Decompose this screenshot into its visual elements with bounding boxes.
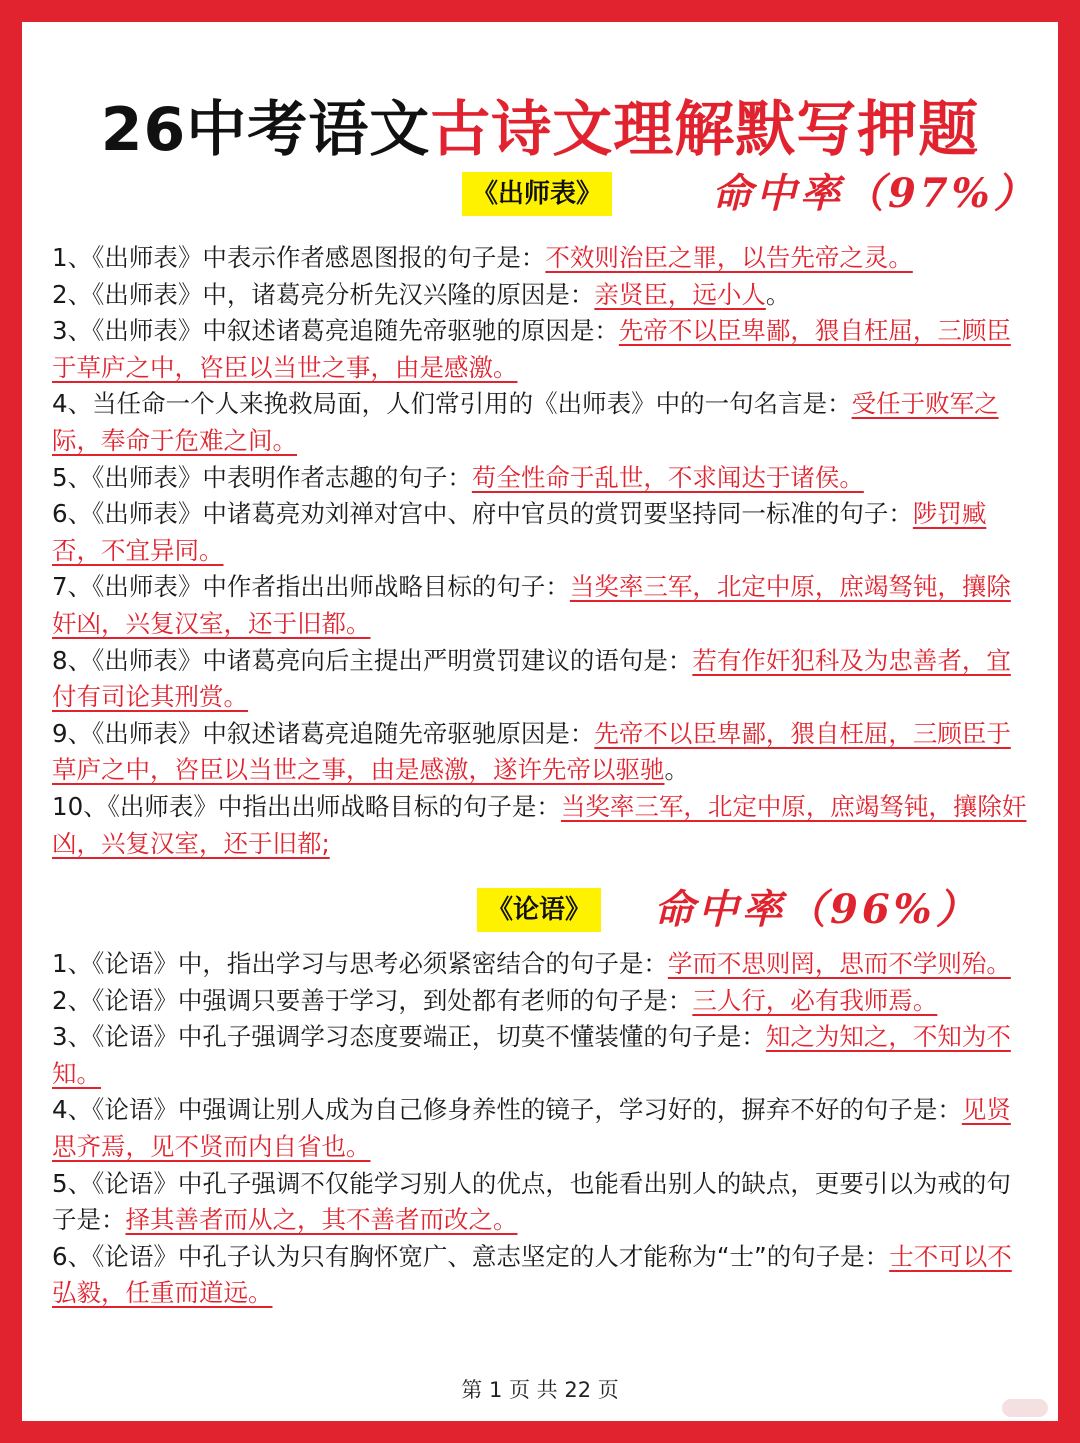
watermark-badge: [1002, 1399, 1048, 1417]
section-label: 《出师表》: [462, 172, 612, 216]
list-item: 10、《出师表》中指出出师战略目标的句子是：当奖率三军，北定中原，庶竭驽钝，攘除奸凶，兴复汉室，还于旧都;: [52, 791, 1027, 858]
title-red-part: 古诗文理解默写押题: [430, 95, 980, 165]
title-black-part: 26中考语文: [100, 95, 431, 165]
list-item: 4、当任命一个人来挽救局面，人们常引用的《出师表》中的一句名言是：受任于败军之际，奉命于危难之间。: [52, 389, 999, 455]
answer-text: 亲贤臣，远小人: [594, 279, 766, 309]
list-item: 3、《出师表》中叙述诸葛亮追随先帝驱驰的原因是：先帝不以臣卑鄙，猥自枉屈，三顾臣于草庐之中，咨臣以当世之事，由是感激。: [52, 316, 1011, 382]
list-item: 6、《出师表》中诸葛亮劝刘禅对宫中、府中官员的赏罚要坚持同一标准的句子：陟罚臧否，不宜异同。: [52, 499, 987, 565]
answer-text: 先帝不以臣卑鄙，猥自枉屈，三顾臣于草庐之中，咨臣以当世之事，由是感激。: [52, 316, 1011, 382]
section-header-lunyu: [22, 884, 1058, 936]
page-title: [22, 92, 1058, 168]
list-item: 5、《论语》中孔子强调不仅能学习别人的优点，也能看出别人的缺点，更要引以为戒的句子是：择其善者而从之，其不善者而改之。: [52, 1168, 1011, 1235]
hit-rate: 命中率（97%）: [712, 170, 1038, 217]
answer-text: 当奖率三军，北定中原，庶竭驽钝，攘除奸凶，兴复汉室，还于旧都。: [52, 572, 1011, 638]
answer-text: 若有作奸犯科及为忠善者，宜付有司论其刑赏。: [52, 645, 1011, 712]
answer-text: 学而不思则罔，思而不学则殆。: [667, 949, 1011, 978]
list-item: 3、《论语》中孔子强调学习态度要端正，切莫不懂装懂的句子是：知之为知之，不知为不知。: [52, 1022, 1011, 1088]
answer-text: 当奖率三军，北定中原，庶竭驽钝，攘除奸凶，兴复汉室，还于旧都;: [52, 791, 1027, 858]
page-number: 第 1 页 共 22 页: [461, 1378, 619, 1402]
answer-text: 苟全性命于乱世，不求闻达于诸侯。: [471, 462, 864, 492]
list-item: 1、《出师表》中表示作者感恩图报的句子是：不效则治臣之罪，以告先帝之灵。: [52, 243, 913, 272]
document-page: [22, 22, 1058, 1421]
answer-text: 陟罚臧否，不宜异同。: [52, 499, 987, 565]
answer-text: 不效则治臣之罪，以告先帝之灵。: [545, 243, 913, 272]
section-header-chushibiao: [22, 168, 1058, 220]
list-item: 6、《论语》中孔子认为只有胸怀宽广、意志坚定的人才能称为“士”的句子是：士不可以不弘毅，任重而道远。: [52, 1241, 1012, 1308]
list-item: 2、《论语》中强调只要善于学习，到处都有老师的句子是：三人行，必有我师焉。: [52, 985, 938, 1015]
section-label: 《论语》: [477, 888, 601, 932]
list-item: 7、《出师表》中作者指出出师战略目标的句子：当奖率三军，北定中原，庶竭驽钝，攘除奸凶，兴复汉室，还于旧都。: [52, 572, 1011, 638]
answer-text: 见贤思齐焉，见不贤而内自省也。: [52, 1095, 1011, 1161]
list-item: 4、《论语》中强调让别人成为自己修身养性的镜子，学习好的，摒弃不好的句子是：见贤思齐焉，见不贤而内自省也。: [52, 1095, 1011, 1161]
list-item: 8、《出师表》中诸葛亮向后主提出严明赏罚建议的语句是：若有作奸犯科及为忠善者，宜付有司论其刑赏。: [52, 645, 1011, 712]
list-item: 2、《出师表》中，诸葛亮分析先汉兴隆的原因是：亲贤臣，远小人。: [52, 279, 791, 309]
hit-rate: 命中率（96%）: [654, 886, 980, 933]
answer-text: 先帝不以臣卑鄙，猥自枉屈，三顾臣于草庐之中，咨臣以当世之事，由是感激，遂许先帝以驱驰: [52, 718, 1011, 785]
answer-text: 知之为知之，不知为不知。: [52, 1022, 1011, 1088]
answer-text: 择其善者而从之，其不善者而改之。: [125, 1205, 518, 1235]
answer-text: 三人行，必有我师焉。: [692, 985, 938, 1015]
question-list-lunyu: [52, 946, 1032, 1312]
answer-text: 士不可以不弘毅，任重而道远。: [52, 1241, 1012, 1308]
answer-text: 受任于败军之际，奉命于危难之间。: [52, 389, 999, 455]
list-item: 5、《出师表》中表明作者志趣的句子：苟全性命于乱世，不求闻达于诸侯。: [52, 462, 864, 492]
list-item: 1、《论语》中，指出学习与思考必须紧密结合的句子是：学而不思则罔，思而不学则殆。: [52, 949, 1011, 978]
question-list-chushibiao: [52, 240, 1032, 862]
list-item: 9、《出师表》中叙述诸葛亮追随先帝驱驰原因是：先帝不以臣卑鄙，猥自枉屈，三顾臣于草庐之中，咨臣以当世之事，由是感激，遂许先帝以驱驰。: [52, 718, 1011, 785]
